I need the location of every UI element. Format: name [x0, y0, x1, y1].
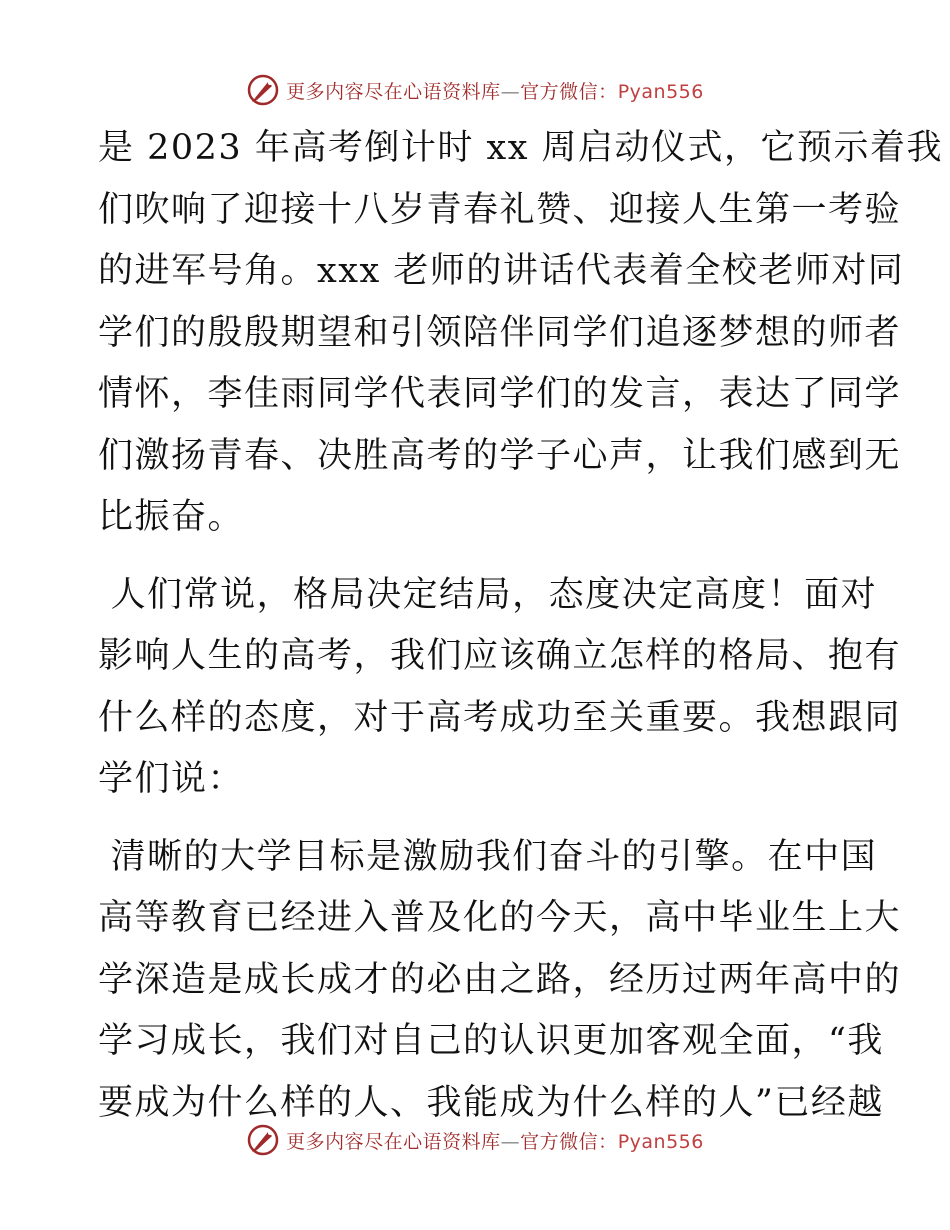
document-body	[98, 118, 944, 1150]
paragraph-1	[98, 118, 944, 549]
text-line: 影响人生的高考，我们应该确立怎样的格局、抱有	[98, 636, 902, 676]
text-line: 们吹响了迎接十八岁青春礼赞、迎接人生第一考验	[98, 189, 902, 230]
text-line: 学深造是成长成才的必由之路，经历过两年高中的	[98, 959, 902, 1000]
footer-watermark	[0, 1120, 950, 1160]
text-line: 什么样的态度，对于高考成功至关重要。我想跟同	[98, 697, 902, 738]
pen-nib-logo-icon	[246, 1123, 280, 1157]
text-line: 是 2023 年高考倒计时 xx 周启动仪式，它预示着我	[98, 128, 944, 168]
header-watermark	[0, 70, 950, 110]
text-line: 们激扬青春、决胜高考的学子心声，让我们感到无	[98, 435, 902, 476]
text-line: 的进军号角。xxx 老师的讲话代表着全校老师对同	[98, 251, 905, 291]
paragraph-3	[98, 827, 902, 1135]
text-line: 要成为什么样的人、我能成为什么样的人”已经越	[98, 1082, 884, 1123]
text-line: 学们的殷殷期望和引领陪伴同学们追逐梦想的师者	[98, 312, 902, 353]
watermark-text: 更多内容尽在心语资料库—官方微信：Pyan556	[286, 80, 704, 103]
text-line: 清晰的大学目标是激励我们奋斗的引擎。在中国	[98, 836, 878, 877]
text-line: 学们说：	[98, 759, 245, 799]
pen-nib-logo-icon	[246, 73, 280, 107]
text-line: 比振奋。	[98, 497, 245, 537]
watermark-text: 更多内容尽在心语资料库—官方微信：Pyan556	[286, 1130, 704, 1153]
text-line: 高等教育已经进入普及化的今天，高中毕业生上大	[98, 898, 902, 938]
text-line: 情怀，李佳雨同学代表同学们的发言，表达了同学	[98, 374, 902, 414]
text-line: 人们常说，格局决定结局，态度决定高度！面对	[98, 574, 878, 615]
paragraph-2	[98, 565, 902, 811]
text-line: 学习成长，我们对自己的认识更加客观全面，“我	[98, 1021, 884, 1061]
